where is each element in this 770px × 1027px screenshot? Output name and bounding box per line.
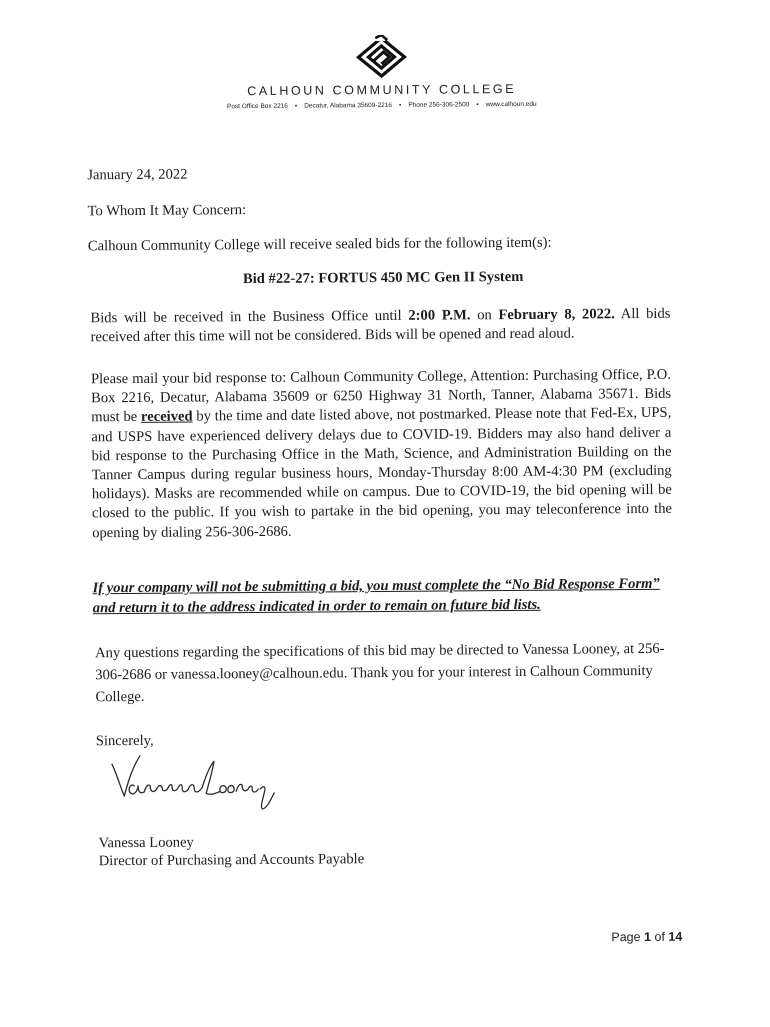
page-label: Page [611, 930, 641, 945]
page-total: 14 [668, 929, 683, 944]
deadline-date: February 8, 2022. [498, 306, 615, 324]
closing: Sincerely, [95, 732, 154, 750]
college-name: CALHOUN COMMUNITY COLLEGE [247, 81, 517, 99]
intro-paragraph: Calhoun Community College will receive sealed bids for the following item(s): [87, 234, 552, 255]
page-of: of [654, 929, 665, 944]
city-state-zip: Decatur, Alabama 35609-2216 [304, 101, 393, 110]
separator-dot: • [476, 101, 479, 109]
phone-number: Phone 256-306-2500 [408, 101, 470, 109]
website-link[interactable]: www.calhoun.edu [485, 100, 537, 109]
bid-deadline-paragraph [90, 305, 670, 348]
page-number [611, 930, 682, 945]
mailing-instructions-paragraph [91, 366, 672, 543]
questions-paragraph: Any questions regarding the specifications of this bid may be directed to Vanessa Looney, at 256-306-2686 or vanessa.looney@calhoun.edu. Thank you for your interest in Calhoun Community College. [95, 640, 665, 706]
mailing-text: Please mail your bid response to: Calhoun Community College, Attention: Purchasing Office, P.O. Box 2216, Decatur, Alabama 35609 or 6250 Highway 31 North, Tanner, Alabama 35671. Bids must be [90, 366, 672, 426]
letterhead-address-line [0, 99, 767, 112]
mailing-text: by the time and date listed above, not postmarked. Please note that Fed-Ex, UPS, and USPS have experienced delivery delays due to COVID-19. Bidders may also hand deliver a bid response to the Purchasing Office in the Math, Science, and Administration Building on the Tanner Campus during regular business hours, Monday-Thursday 8:00 AM-4:30 PM (excluding holidays). Masks are recommended while on campus. Due to COVID-19, the bid opening will be closed to the public. If you wish to partake in the bid opening, you may teleconference into the opening by dialing 256-306-2686. [91, 405, 673, 541]
signature-image [110, 751, 290, 816]
no-bid-notice: If your company will not be submitting a bid, you must complete the “No Bid Response Form” and return it to the address indicated in order to remain on future bid lists. [92, 575, 660, 617]
signer-name: Vanessa Looney [98, 834, 194, 852]
separator-dot: • [294, 102, 298, 110]
deadline-text: on [470, 307, 499, 324]
page-current: 1 [643, 929, 652, 944]
po-box: Post Office Box 2216 [226, 102, 288, 111]
deadline-text: All bids received after this time will not be considered. Bids will be opened and read aloud. [90, 305, 671, 346]
separator-dot: • [398, 101, 402, 109]
calhoun-diamond-logo-icon [353, 35, 409, 79]
signer-title: Director of Purchasing and Accounts Payable [98, 851, 365, 870]
deadline-text: Bids will be received in the Business Office until [90, 307, 409, 327]
bid-title: Bid #22-27: FORTUS 450 MC Gen II System [242, 268, 524, 288]
letter-date: January 24, 2022 [87, 166, 188, 184]
deadline-time: 2:00 P.M. [408, 307, 471, 324]
salutation: To Whom It May Concern: [87, 202, 247, 220]
received-emphasis: received [140, 408, 193, 426]
